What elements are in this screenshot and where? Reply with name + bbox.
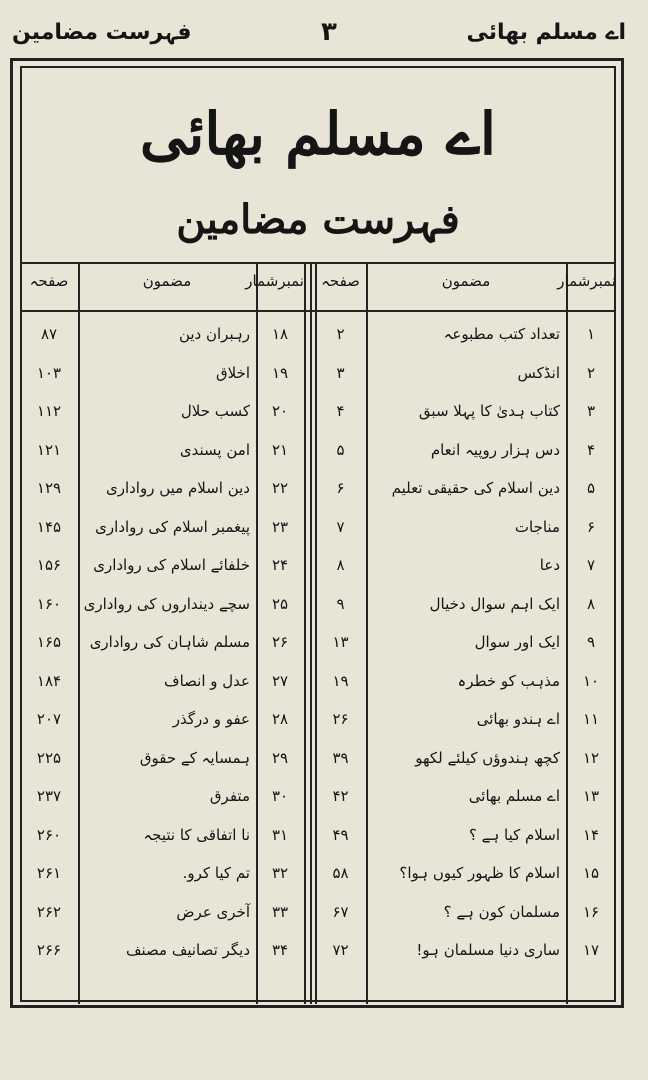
entry-page: ۷ [336,517,345,536]
entry-serial: ۵ [586,479,596,497]
entry-topic: دس ہزار روپیہ انعام [430,440,560,459]
entry-serial: ۱۷ [582,941,600,959]
entry-topic: اے ہندو بھائی [476,710,560,728]
entry-page: ۳۹ [332,748,349,767]
entry-serial: ۲۸ [271,710,289,728]
entry-page: ۱۲۱ [36,440,62,459]
entry-serial: ۶ [586,517,596,536]
header-rule [20,310,616,312]
entry-serial: ۱۵ [582,864,600,882]
entry-topic: تعداد کتب مطبوعہ [443,325,560,343]
entry-page: ۱۹ [332,671,349,690]
running-header-book-title: اے مسلم بھائی [466,19,626,45]
entry-serial: ۸ [586,594,596,613]
entry-page: ۲۰۷ [36,710,62,728]
entry-serial: ۳۲ [271,864,289,882]
entry-serial: ۲ [586,363,596,382]
entry-topic: اسلام کا ظہور کیوں ہوا؟ [399,864,560,882]
entry-page: ۲۶۲ [36,902,62,921]
entry-serial: ۱۲ [582,748,600,767]
entry-topic: عفو و درگذر [172,710,250,728]
entry-page: ۱۸۴ [36,671,62,690]
entry-page: ۹ [336,594,345,613]
entry-topic: کتاب ہدیٰ کا پہلا سبق [418,402,560,420]
entry-topic: مسلمان کون ہے ؟ [443,902,560,921]
entry-serial: ۱۸ [271,325,289,343]
entry-serial: ۱۴ [582,825,600,844]
entry-topic: خلفائے اسلام کی رواداری [93,556,250,574]
contents-heading: فہرست مضامین [176,196,460,243]
entry-topic: انڈکس [517,363,560,382]
entry-serial: ۲۵ [271,594,289,613]
entry-page: ۲۶۰ [36,825,62,844]
entry-topic: پیغمبر اسلام کی رواداری [95,517,250,536]
entry-serial: ۳۳ [271,902,289,921]
entry-topic: دعا [539,556,560,574]
entry-topic: رہبران دین [178,325,250,343]
entry-serial: ۲۶ [271,633,289,651]
entry-topic: عدل و انصاف [164,671,250,690]
column-divider [78,264,80,1004]
entry-topic: ہمسایہ کے حقوق [139,748,250,767]
entry-page: ۱۶۰ [36,594,62,613]
entry-page: ۲۶۶ [36,941,62,959]
entry-topic: اسلام کیا ہے ؟ [468,825,560,844]
entry-page: ۱۰۳ [36,363,62,382]
entry-topic: مناجات [514,517,560,536]
entry-page: ۵۸ [332,864,349,882]
entry-page: ۲۶ [332,710,349,728]
entry-topic: ساری دنیا مسلمان ہو! [416,941,560,959]
entry-page: ۴ [336,402,345,420]
entry-topic: سچے دینداروں کی رواداری [83,594,250,613]
book-title: اے مسلم بھائی [139,100,497,168]
entry-page: ۲۲۵ [36,748,62,767]
header-page-left: صفحہ [29,272,69,290]
header-page-right: صفحہ [321,272,360,290]
header-serial-left: نمبرشمار [245,272,304,290]
entry-serial: ۱ [586,325,596,343]
column-divider [366,264,368,1004]
entry-page: ۸ [336,556,345,574]
column-divider [304,264,306,1004]
entry-page: ۱۵۶ [36,556,62,574]
entry-topic: امن پسندی [179,440,250,459]
entry-serial: ۳۰ [271,787,289,805]
entry-page: ۱۱۲ [36,402,62,420]
entry-serial: ۳۱ [271,825,289,844]
entry-topic: ایک اہم سوال دخیال [429,594,560,613]
running-header-section-title: فہرست مضامین [12,19,192,45]
entry-serial: ۲۴ [271,556,289,574]
entry-page: ۱۳ [332,633,349,651]
entry-serial: ۲۰ [271,402,289,420]
entry-topic: تم کیا کرو. [182,864,250,882]
page-number: ۳ [321,17,337,47]
entry-serial: ۲۲ [271,479,289,497]
entry-serial: ۱۰ [582,671,600,690]
entry-topic: دین اسلام کی حقیقی تعلیم [391,479,560,497]
entry-topic: مذہب کو خطرہ [457,671,560,690]
entry-serial: ۷ [586,556,596,574]
entry-topic: کچھ ہندوؤں کیلئے لکھو [415,748,560,767]
entry-topic: متفرق [209,787,250,805]
entry-topic: دین اسلام میں رواداری [105,479,250,497]
entry-serial: ۱۹ [271,363,289,382]
entry-page: ۱۶۵ [36,633,62,651]
entry-serial: ۱۱ [582,710,600,728]
entry-topic: آخری عرض [176,902,250,921]
entry-serial: ۳۴ [271,941,289,959]
entry-page: ۵ [336,440,345,459]
contents-table [20,262,616,1004]
entry-page: ۴۲ [332,787,349,805]
entry-serial: ۱۶ [582,902,600,921]
entry-topic: کسب حلال [180,402,250,420]
entry-serial: ۱۳ [582,787,600,805]
entry-page: ۸۷ [40,325,58,343]
entry-page: ۱۴۵ [36,517,62,536]
center-double-divider [310,264,312,1004]
entry-serial: ۲۷ [271,671,289,690]
entry-page: ۱۲۹ [36,479,62,497]
entry-page: ۳ [336,363,345,382]
entry-serial: ۲۱ [271,440,289,459]
entry-topic: ایک اور سوال [474,633,560,651]
entry-page: ۶۷ [332,902,349,921]
entry-serial: ۲۳ [271,517,289,536]
entry-page: ۶ [336,479,345,497]
entry-page: ۴۹ [332,825,349,844]
entry-topic: اے مسلم بھائی [468,787,560,805]
entry-serial: ۴ [586,440,596,459]
entry-topic: نا اتفاقی کا نتیجہ [143,825,250,844]
entry-page: ۲۶۱ [36,864,62,882]
entry-serial: ۹ [586,633,596,651]
header-topic-left: مضمون [142,272,192,290]
entry-page: ۲ [336,325,345,343]
header-topic-right: مضمون [441,272,491,290]
entry-serial: ۳ [586,402,596,420]
running-header [12,12,626,52]
entry-page: ۷۲ [332,941,349,959]
entry-topic: اخلاق [215,363,250,382]
entry-topic: مسلم شاہان کی رواداری [89,633,250,651]
entry-page: ۲۳۷ [36,787,62,805]
header-serial-right: نمبرشمار [557,272,616,290]
entry-serial: ۲۹ [271,748,289,767]
entry-topic: دیگر تصانیف مصنف [125,941,250,959]
